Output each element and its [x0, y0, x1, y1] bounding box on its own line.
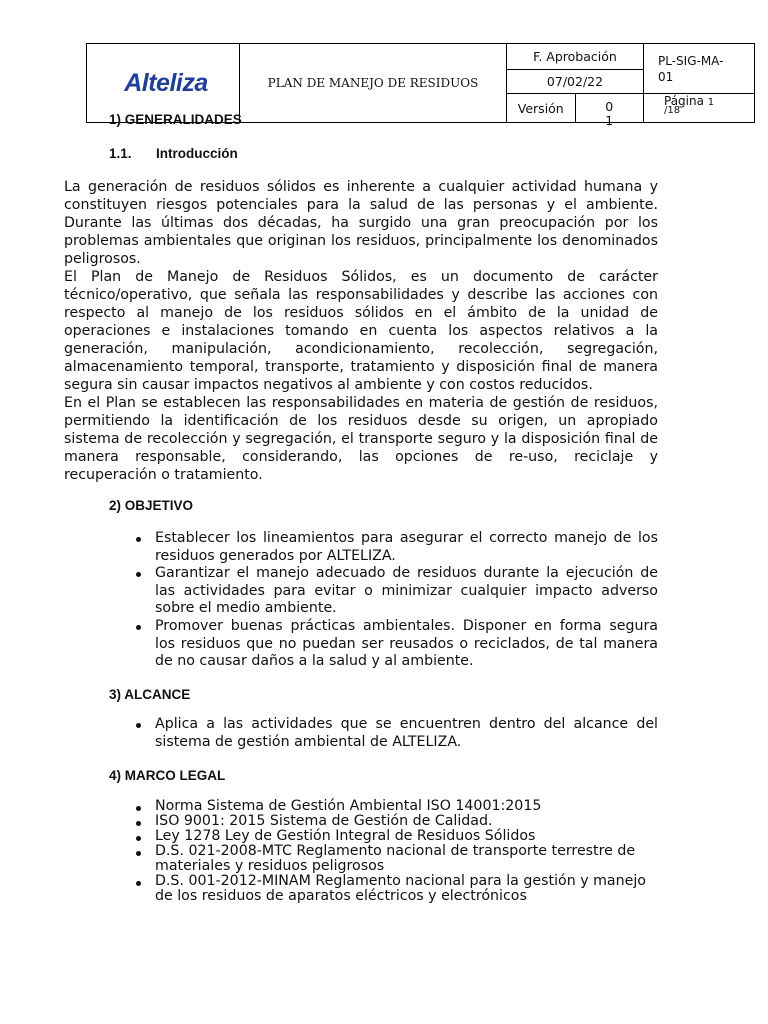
approval-label: F. Aprobación: [507, 44, 644, 70]
page-number: [644, 94, 755, 123]
marco-legal-list: [135, 799, 658, 904]
document-title: PLAN DE MANEJO DE RESIDUOS: [240, 44, 507, 123]
approval-date: 07/02/22: [507, 70, 644, 94]
version-value: [575, 94, 644, 128]
intro-number: 1.1.: [109, 146, 132, 161]
objetivo-list: [135, 530, 658, 671]
version-value-line1: 0: [605, 99, 614, 114]
section-objetivo-heading: 2) OBJETIVO: [109, 498, 194, 513]
list-item: Norma Sistema de Gestión Ambiental ISO 14001:2015: [135, 799, 658, 814]
list-item: D.S. 021-2008-MTC Reglamento nacional de transporte terrestre de materiales y residuos peligrosos: [135, 844, 658, 874]
document-code: [644, 44, 755, 94]
section-alcance-heading: 3) ALCANCE: [109, 687, 191, 702]
intro-paragraph: En el Plan se establecen las responsabilidades en materia de gestión de residuos, permitiendo la identificación de los residuos desde su origen, un apropiado sistema de recolección y segregación, el transporte seguro y la disposición final de manera responsable, considerando, las opciones de re-uso, reciclaje y recuperación o tratamiento.: [64, 395, 658, 483]
section-generalidades-heading: 1) GENERALIDADES: [109, 112, 242, 127]
version-label: Versión: [507, 94, 576, 123]
alcance-list: [135, 716, 658, 751]
logo-cell: [87, 44, 240, 123]
document-code-line2: 01: [658, 69, 674, 84]
logo-text: Alteliza: [124, 68, 208, 97]
intro-body: [64, 178, 658, 484]
page-total: /18: [664, 105, 681, 116]
list-item: Ley 1278 Ley de Gestión Integral de Residuos Sólidos: [135, 829, 658, 844]
list-item: Establecer los lineamientos para asegurar el correcto manejo de los residuos generados por ALTELIZA.: [135, 530, 658, 565]
intro-paragraph: La generación de residuos sólidos es inherente a cualquier actividad humana y constituyen riesgos potenciales para la salud de las personas y el ambiente. Durante las últimas dos décadas, ha surgido una gran preocupación por los problemas ambientales que originan los residuos, principalmente los denominados peligrosos.: [64, 179, 658, 267]
list-item: Aplica a las actividades que se encuentren dentro del alcance del sistema de gestión ambiental de ALTELIZA.: [135, 716, 658, 751]
intro-heading: Introducción: [156, 146, 238, 161]
version-value-line2: 1: [605, 113, 614, 128]
list-item: Garantizar el manejo adecuado de residuos durante la ejecución de las actividades para evitar o minimizar cualquier impacto adverso sobre el medio ambiente.: [135, 565, 658, 618]
list-item: D.S. 001-2012-MINAM Reglamento nacional para la gestión y manejo de los residuos de aparatos eléctricos y electrónicos: [135, 874, 658, 904]
document-header-table: [86, 43, 755, 128]
intro-paragraph: El Plan de Manejo de Residuos Sólidos, es un documento de carácter técnico/operativo, que señala las responsabilidades y describe las acciones con respecto al manejo de los residuos sólidos en el ámbito de la unidad de operaciones e instalaciones tomando en cuenta los aspectos relativos a la generación, manipulación, acondicionamiento, recolección, segregación, almacenamiento temporal, transporte, tratamiento y disposición final de manera segura sin causar impactos negativos al ambiente y con costos reducidos.: [64, 269, 658, 393]
page-label: Página: [664, 94, 704, 108]
page-current: 1: [707, 97, 715, 108]
section-marco-legal-heading: 4) MARCO LEGAL: [109, 768, 226, 783]
document-code-line1: PL-SIG-MA-: [658, 53, 724, 68]
alteliza-logo: [118, 69, 208, 98]
list-item: ISO 9001: 2015 Sistema de Gestión de Calidad.: [135, 814, 658, 829]
list-item: Promover buenas prácticas ambientales. Disponer en forma segura los residuos que no puedan ser reusados o reciclados, de tal manera de no causar daños a la salud y al ambiente.: [135, 618, 658, 671]
